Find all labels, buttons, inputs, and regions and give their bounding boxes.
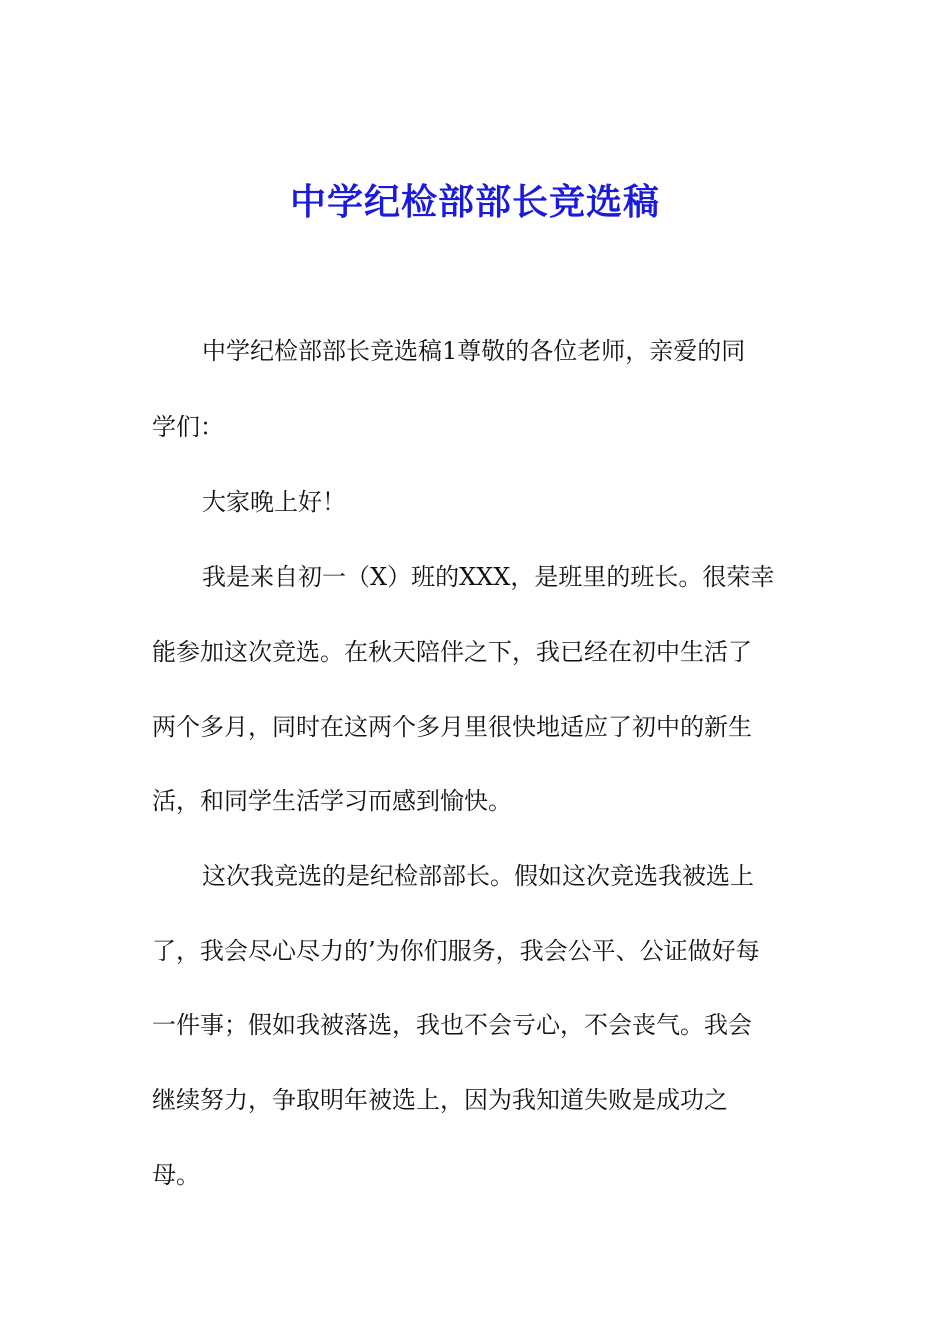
paragraph-line: 两个多月，同时在这两个多月里很快地适应了初中的新生 (152, 713, 752, 741)
paragraph-line: 能参加这次竞选。在秋天陪伴之下，我已经在初中生活了 (152, 638, 752, 666)
paragraph-line: 一件事；假如我被落选，我也不会亏心，不会丧气。我会 (152, 1011, 752, 1039)
document-title: 中学纪检部部长竞选稿 (289, 181, 660, 223)
paragraph-line: 继续努力，争取明年被选上，因为我知道失败是成功之 (152, 1086, 728, 1114)
paragraph-line: 了，我会尽心尽力的’为你们服务，我会公平、公证做好每 (152, 937, 760, 965)
paragraph-line: 我是来自初一（X）班的XXX，是班里的班长。很荣幸 (202, 563, 775, 591)
paragraph-line: 这次我竞选的是纪检部部长。假如这次竞选我被选上 (202, 862, 754, 890)
paragraph-line: 大家晚上好！ (202, 488, 346, 516)
paragraph-line: 活，和同学生活学习而感到愉快。 (152, 787, 512, 815)
paragraph-line: 母。 (152, 1161, 200, 1189)
paragraph-line: 学们： (152, 413, 224, 441)
paragraph-line: 中学纪检部部长竞选稿1尊敬的各位老师，亲爱的同 (202, 337, 746, 365)
